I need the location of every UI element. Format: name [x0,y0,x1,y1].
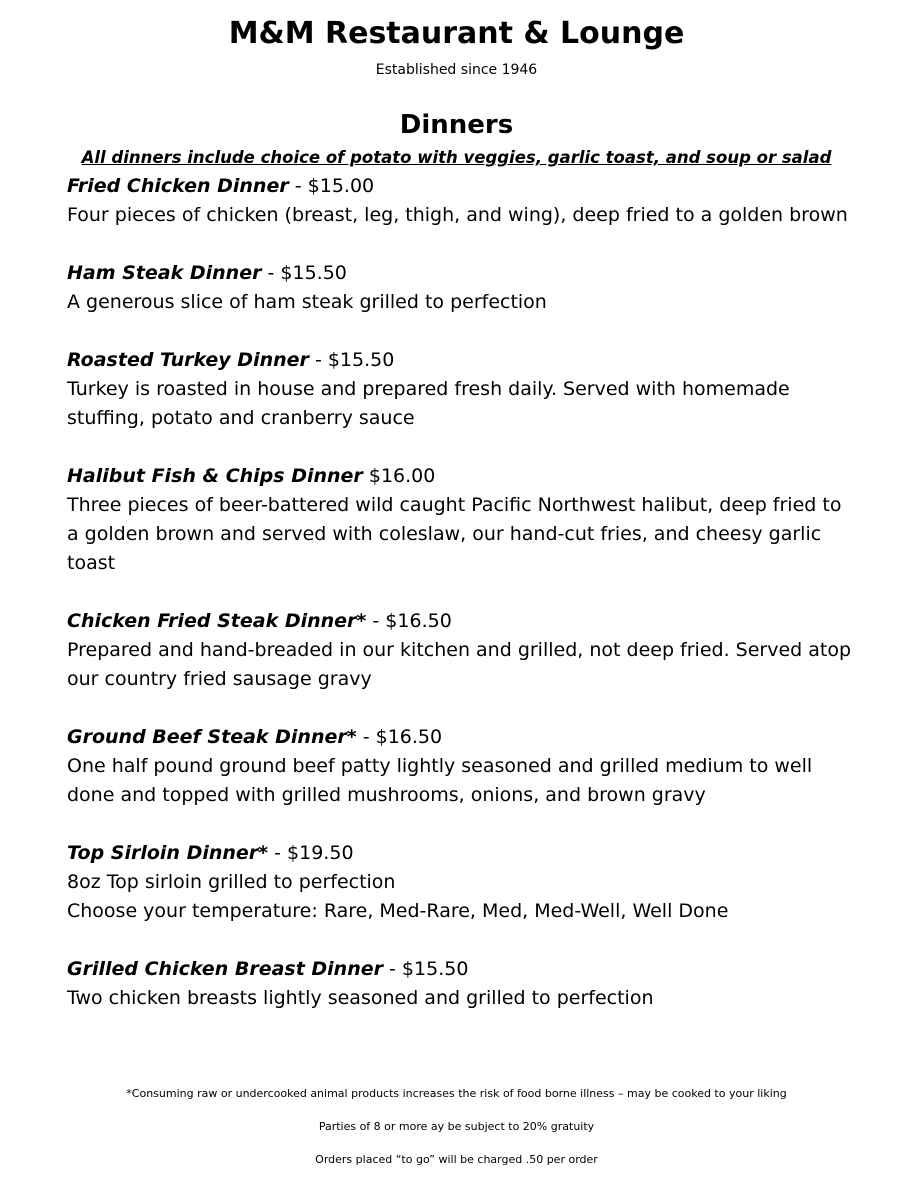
menu-item-price: - $15.00 [288,175,375,197]
menu-item-name: Top Sirloin Dinner* [67,842,269,864]
menu-item-description: our country fried sausage gravy [67,668,372,690]
menu-item [67,955,867,1013]
menu-item-description: stuffing, potato and cranberry sauce [67,407,415,429]
gratuity-note: Parties of 8 or more ay be subject to 20% gratuity [318,1120,595,1133]
menu-item-description: Two chicken breasts lightly seasoned and grilled to perfection [67,987,654,1009]
menu-item-name: Ground Beef Steak Dinner* [67,726,357,748]
menu-item-description: Three pieces of beer-battered wild caught Pacific Northwest halibut, deep fried to [67,494,842,516]
menu-list [67,172,867,1042]
menu-item-name: Chicken Fried Steak Dinner* [67,610,367,632]
menu-item-description: Choose your temperature: Rare, Med-Rare, Med, Med-Well, Well Done [67,900,729,922]
menu-item [67,607,867,694]
menu-item [67,839,867,926]
section-title: Dinners [399,110,514,140]
section-note: All dinners include choice of potato with veggies, garlic toast, and soup or salad [81,148,832,167]
menu-item-description: Turkey is roasted in house and prepared fresh daily. Served with homemade [67,378,790,400]
menu-item-description: Four pieces of chicken (breast, leg, thigh, and wing), deep fried to a golden brown [67,204,848,226]
menu-item-heading [67,723,867,752]
menu-item [67,462,867,578]
menu-item-description: toast [67,552,116,574]
menu-item [67,259,867,317]
menu-item-name: Grilled Chicken Breast Dinner [67,958,383,980]
menu-item-heading [67,259,867,288]
menu-item-description: done and topped with grilled mushrooms, onions, and brown gravy [67,784,706,806]
menu-item [67,346,867,433]
established-text: Established since 1946 [375,62,538,78]
to-go-note: Orders placed “to go” will be charged .50 per order [315,1153,598,1166]
menu-item-price: - $15.50 [261,262,347,284]
menu-item [67,723,867,810]
menu-item-description: a golden brown and served with coleslaw, our hand-cut fries, and cheesy garlic [67,523,822,545]
menu-item-heading [67,346,867,375]
menu-item-name: Halibut Fish & Chips Dinner [67,465,363,487]
menu-item-price: - $16.50 [366,610,452,632]
menu-item-name: Fried Chicken Dinner [67,175,289,197]
menu-item-description: A generous slice of ham steak grilled to perfection [67,291,547,313]
menu-item-heading [67,955,867,984]
consumer-warning: *Consuming raw or undercooked animal products increases the risk of food borne illness – may be cooked to your liking [126,1087,787,1100]
menu-item-heading [67,172,867,201]
menu-item-heading [67,462,867,491]
menu-item-name: Roasted Turkey Dinner [67,349,309,371]
menu-item-description: 8oz Top sirloin grilled to perfection [67,871,396,893]
menu-item [67,172,867,230]
menu-item-price: - $16.50 [356,726,443,748]
menu-item-price: $16.00 [362,465,436,487]
menu-item-heading [67,607,867,636]
menu-item-description: Prepared and hand-breaded in our kitchen and grilled, not deep fried. Served atop [67,639,852,661]
menu-item-price: - $19.50 [268,842,354,864]
menu-item-description: One half pound ground beef patty lightly seasoned and grilled medium to well [67,755,813,777]
menu-item-price: - $15.50 [308,349,395,371]
menu-item-name: Ham Steak Dinner [67,262,262,284]
restaurant-title: M&M Restaurant & Lounge [228,16,685,51]
menu-item-heading [67,839,867,868]
menu-item-price: - $15.50 [383,958,469,980]
